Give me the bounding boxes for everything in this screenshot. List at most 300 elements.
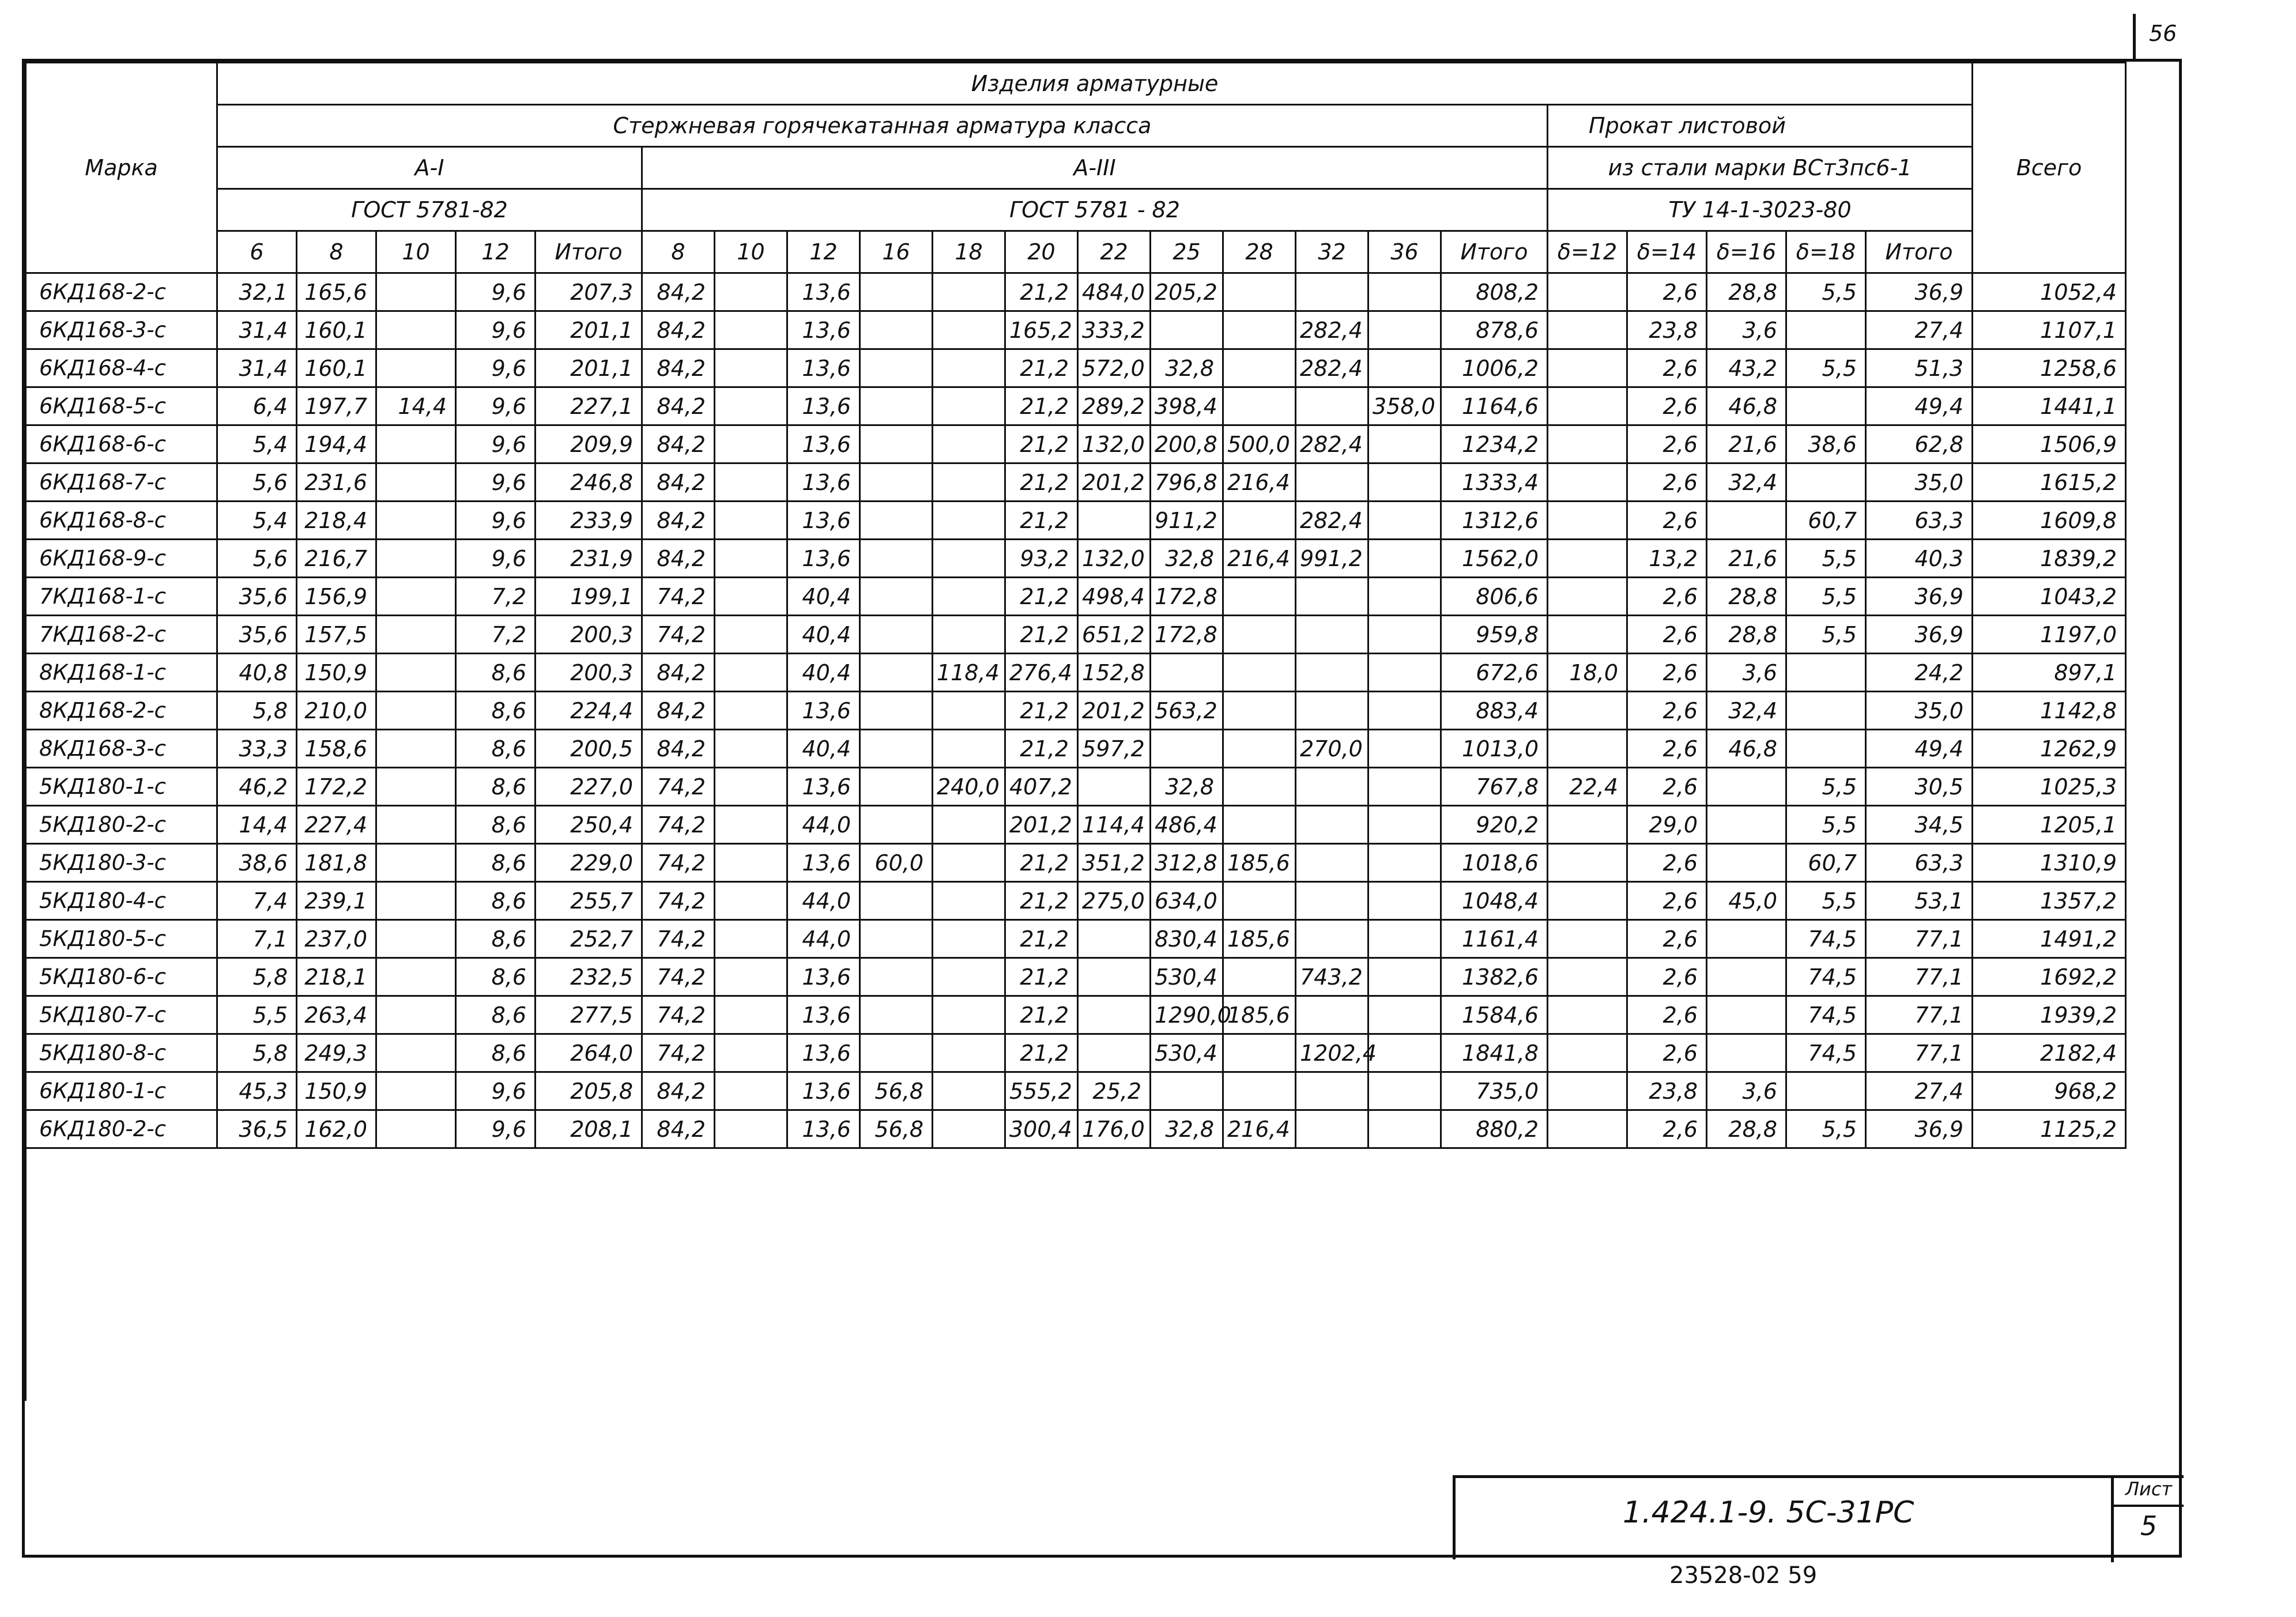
table-cell [933, 463, 1005, 502]
table-cell [860, 616, 933, 654]
table-cell: 8,6 [456, 882, 536, 920]
table-cell: 216,4 [1223, 540, 1296, 578]
table-cell [715, 882, 787, 920]
table-cell: 176,0 [1078, 1110, 1151, 1148]
table-cell: 40,4 [787, 616, 860, 654]
table-cell: 597,2 [1078, 730, 1151, 768]
table-cell: 201,1 [536, 349, 642, 387]
table-cell: 1939,2 [1973, 996, 2126, 1034]
table-cell: 229,0 [536, 844, 642, 882]
row-mark: 5КД180-4-с [26, 882, 217, 920]
table-cell: 240,0 [933, 768, 1005, 806]
table-cell: 897,1 [1973, 654, 2126, 692]
table-cell: 28,8 [1707, 273, 1786, 311]
table-cell: 1018,6 [1441, 844, 1548, 882]
table-cell [933, 311, 1005, 349]
table-cell: 634,0 [1151, 882, 1223, 920]
table-cell: 13,6 [787, 502, 860, 540]
table-cell: 63,3 [1866, 844, 1973, 882]
table-cell: 200,8 [1151, 425, 1223, 463]
table-cell [1223, 654, 1296, 692]
table-row [26, 806, 2126, 844]
col-header-a3-6: 22 [1078, 231, 1151, 273]
table-cell: 158,6 [297, 730, 376, 768]
table-cell: 5,5 [1786, 882, 1866, 920]
table-cell: 21,2 [1005, 616, 1078, 654]
table-cell [860, 958, 933, 996]
table-cell: 13,6 [787, 463, 860, 502]
table-cell [1368, 540, 1441, 578]
table-cell: 114,4 [1078, 806, 1151, 844]
table-cell: 6,4 [217, 387, 297, 425]
table-cell: 40,3 [1866, 540, 1973, 578]
table-row [26, 654, 2126, 692]
table-cell [860, 349, 933, 387]
table-cell [376, 958, 456, 996]
table-cell: 2,6 [1627, 273, 1707, 311]
table-cell: 282,4 [1296, 349, 1368, 387]
table-cell: 74,2 [642, 1034, 715, 1072]
table-cell: 27,4 [1866, 311, 1973, 349]
table-cell: 959,8 [1441, 616, 1548, 654]
table-cell: 358,0 [1368, 387, 1441, 425]
table-row [26, 882, 2126, 920]
table-cell: 34,5 [1866, 806, 1973, 844]
table-cell: 205,8 [536, 1072, 642, 1110]
table-cell [933, 1072, 1005, 1110]
table-cell: 84,2 [642, 425, 715, 463]
table-cell: 282,4 [1296, 502, 1368, 540]
table-cell: 36,9 [1866, 578, 1973, 616]
table-cell [1707, 1034, 1786, 1072]
table-cell [1296, 1110, 1368, 1148]
col-header-a1-4: Итого [536, 231, 642, 273]
col-header-sheet-1: δ=14 [1627, 231, 1707, 273]
table-cell: 2,6 [1627, 502, 1707, 540]
table-cell: 9,6 [456, 540, 536, 578]
table-cell: 8,6 [456, 844, 536, 882]
table-cell: 233,9 [536, 502, 642, 540]
table-cell: 162,0 [297, 1110, 376, 1148]
col-header-sheet-0: δ=12 [1548, 231, 1627, 273]
table-cell [1223, 311, 1296, 349]
table-cell [933, 958, 1005, 996]
table-cell: 21,2 [1005, 273, 1078, 311]
table-cell [1296, 806, 1368, 844]
table-cell: 74,2 [642, 920, 715, 958]
table-cell: 77,1 [1866, 920, 1973, 958]
table-cell [1707, 920, 1786, 958]
table-cell: 44,0 [787, 920, 860, 958]
table-cell [376, 692, 456, 730]
table-cell [1786, 311, 1866, 349]
table-cell: 208,1 [536, 1110, 642, 1148]
table-cell [1368, 654, 1441, 692]
col-header-a3-11: Итого [1441, 231, 1548, 273]
row-mark: 6КД168-8-с [26, 502, 217, 540]
table-cell: 29,0 [1627, 806, 1707, 844]
table-cell [715, 730, 787, 768]
table-cell: 8,6 [456, 730, 536, 768]
table-cell: 246,8 [536, 463, 642, 502]
table-cell: 880,2 [1441, 1110, 1548, 1148]
table-cell [1368, 425, 1441, 463]
table-cell [933, 616, 1005, 654]
table-cell: 165,6 [297, 273, 376, 311]
table-cell: 796,8 [1151, 463, 1223, 502]
table-cell: 45,0 [1707, 882, 1786, 920]
row-mark: 5КД180-5-с [26, 920, 217, 958]
archive-number: 23528-02 59 [1669, 1562, 1818, 1589]
table-cell [376, 996, 456, 1034]
table-cell [860, 996, 933, 1034]
row-mark: 7КД168-2-с [26, 616, 217, 654]
table-cell: 51,3 [1866, 349, 1973, 387]
table-cell: 2,6 [1627, 654, 1707, 692]
table-cell [1078, 920, 1151, 958]
table-cell [376, 540, 456, 578]
table-cell: 74,2 [642, 996, 715, 1034]
table-cell: 1258,6 [1973, 349, 2126, 387]
table-cell: 201,2 [1005, 806, 1078, 844]
table-cell [1548, 1034, 1627, 1072]
table-cell: 181,8 [297, 844, 376, 882]
table-cell: 200,3 [536, 616, 642, 654]
table-cell: 5,5 [1786, 616, 1866, 654]
col-header-a3-7: 25 [1151, 231, 1223, 273]
table-cell [376, 463, 456, 502]
table-cell: 31,4 [217, 349, 297, 387]
table-cell: 231,9 [536, 540, 642, 578]
table-cell: 35,0 [1866, 463, 1973, 502]
marka-header: Марка [26, 63, 217, 273]
table-cell [1548, 692, 1627, 730]
table-cell: 207,3 [536, 273, 642, 311]
table-cell: 5,6 [217, 540, 297, 578]
table-cell: 84,2 [642, 463, 715, 502]
table-cell: 270,0 [1296, 730, 1368, 768]
table-cell [1078, 958, 1151, 996]
table-cell: 2,6 [1627, 844, 1707, 882]
table-cell: 21,2 [1005, 349, 1078, 387]
table-cell [933, 349, 1005, 387]
table-row [26, 920, 2126, 958]
table-cell: 1310,9 [1973, 844, 2126, 882]
table-cell: 1692,2 [1973, 958, 2126, 996]
table-cell [1548, 502, 1627, 540]
table-cell: 13,6 [787, 349, 860, 387]
table-cell: 74,5 [1786, 996, 1866, 1034]
table-cell: 806,6 [1441, 578, 1548, 616]
table-row [26, 958, 2126, 996]
table-cell [715, 958, 787, 996]
table-cell: 237,0 [297, 920, 376, 958]
table-cell: 84,2 [642, 502, 715, 540]
col-header-a3-2: 12 [787, 231, 860, 273]
table-cell: 5,5 [1786, 578, 1866, 616]
table-cell: 216,4 [1223, 463, 1296, 502]
table-cell [933, 996, 1005, 1034]
gost-a3: ГОСТ 5781 - 82 [642, 189, 1548, 231]
table-row [26, 692, 2126, 730]
table-cell [1223, 387, 1296, 425]
table-cell: 74,2 [642, 882, 715, 920]
table-cell: 21,2 [1005, 463, 1078, 502]
table-cell: 13,6 [787, 958, 860, 996]
table-cell: 1125,2 [1973, 1110, 2126, 1148]
table-cell: 2,6 [1627, 1110, 1707, 1148]
table-cell: 830,4 [1151, 920, 1223, 958]
table-cell [376, 616, 456, 654]
empty-cell [26, 1148, 2126, 1401]
table-cell [1223, 958, 1296, 996]
table-cell: 333,2 [1078, 311, 1151, 349]
class-a1: А-I [217, 147, 642, 189]
table-cell: 2,6 [1627, 463, 1707, 502]
table-cell [1296, 463, 1368, 502]
table-cell: 84,2 [642, 692, 715, 730]
table-cell: 74,5 [1786, 1034, 1866, 1072]
table-cell: 5,5 [1786, 273, 1866, 311]
table-cell [1223, 273, 1296, 311]
table-cell: 21,2 [1005, 1034, 1078, 1072]
table-cell: 5,5 [1786, 540, 1866, 578]
table-cell: 1839,2 [1973, 540, 2126, 578]
table-cell: 13,6 [787, 540, 860, 578]
table-cell: 2,6 [1627, 387, 1707, 425]
table-cell [860, 882, 933, 920]
table-cell [715, 578, 787, 616]
col-header-sheet-2: δ=16 [1707, 231, 1786, 273]
table-cell [860, 730, 933, 768]
table-cell: 21,6 [1707, 540, 1786, 578]
table-cell: 1161,4 [1441, 920, 1548, 958]
row-mark: 5КД180-6-с [26, 958, 217, 996]
drawing-sheet [22, 59, 2182, 1558]
table-cell: 38,6 [1786, 425, 1866, 463]
table-cell [1296, 920, 1368, 958]
table-cell [1368, 958, 1441, 996]
table-cell: 1562,0 [1441, 540, 1548, 578]
table-cell: 160,1 [297, 349, 376, 387]
table-cell [1368, 768, 1441, 806]
table-row [26, 616, 2126, 654]
table-cell: 32,1 [217, 273, 297, 311]
table-cell [1223, 692, 1296, 730]
table-cell [1368, 616, 1441, 654]
table-cell [933, 844, 1005, 882]
table-cell: 1164,6 [1441, 387, 1548, 425]
table-cell [1223, 349, 1296, 387]
row-mark: 5КД180-7-с [26, 996, 217, 1034]
table-row [26, 540, 2126, 578]
table-cell: 1262,9 [1973, 730, 2126, 768]
table-cell [1296, 882, 1368, 920]
row-mark: 6КД168-9-с [26, 540, 217, 578]
table-cell [933, 882, 1005, 920]
table-cell: 239,1 [297, 882, 376, 920]
table-cell: 201,2 [1078, 692, 1151, 730]
tu-label: ТУ 14-1-3023-80 [1548, 189, 1973, 231]
table-cell: 8,6 [456, 654, 536, 692]
col-header-sheet-4: Итого [1866, 231, 1973, 273]
table-cell: 21,2 [1005, 387, 1078, 425]
table-cell [1368, 996, 1441, 1034]
row-mark: 6КД168-7-с [26, 463, 217, 502]
table-cell [933, 387, 1005, 425]
table-cell: 1234,2 [1441, 425, 1548, 463]
table-cell: 21,2 [1005, 920, 1078, 958]
table-cell [1548, 616, 1627, 654]
table-cell: 53,1 [1866, 882, 1973, 920]
table-cell: 172,2 [297, 768, 376, 806]
table-cell [1368, 578, 1441, 616]
table-cell: 2,6 [1627, 578, 1707, 616]
table-cell: 13,6 [787, 844, 860, 882]
table-cell [1223, 578, 1296, 616]
table-cell: 13,6 [787, 1034, 860, 1072]
table-cell [376, 730, 456, 768]
table-cell [1296, 1072, 1368, 1110]
table-cell [1548, 463, 1627, 502]
table-cell [1548, 349, 1627, 387]
col-header-a1-3: 12 [456, 231, 536, 273]
table-cell: 77,1 [1866, 996, 1973, 1034]
table-cell: 77,1 [1866, 1034, 1973, 1072]
table-cell: 172,8 [1151, 578, 1223, 616]
table-cell [1707, 768, 1786, 806]
table-cell: 1052,4 [1973, 273, 2126, 311]
table-row [26, 425, 2126, 463]
table-cell [1548, 578, 1627, 616]
table-cell: 1506,9 [1973, 425, 2126, 463]
table-cell: 13,6 [787, 692, 860, 730]
table-cell: 84,2 [642, 387, 715, 425]
class-a3: А-III [642, 147, 1548, 189]
table-cell: 5,5 [1786, 806, 1866, 844]
table-cell: 2,6 [1627, 349, 1707, 387]
table-cell: 84,2 [642, 1110, 715, 1148]
table-cell [715, 1110, 787, 1148]
table-cell [715, 692, 787, 730]
table-cell [860, 806, 933, 844]
table-cell: 74,2 [642, 958, 715, 996]
table-cell: 118,4 [933, 654, 1005, 692]
table-cell: 21,2 [1005, 882, 1078, 920]
table-row [26, 844, 2126, 882]
table-cell: 32,4 [1707, 463, 1786, 502]
table-cell: 7,1 [217, 920, 297, 958]
corner-divider [2133, 14, 2136, 59]
table-cell: 250,4 [536, 806, 642, 844]
table-cell [715, 463, 787, 502]
sheet-title-2: из стали марки ВСт3пс6-1 [1548, 147, 1973, 189]
table-cell [1707, 806, 1786, 844]
table-row [26, 730, 2126, 768]
diameter-header-row [26, 231, 2126, 273]
table-cell: 46,2 [217, 768, 297, 806]
table-cell [715, 844, 787, 882]
table-cell: 735,0 [1441, 1072, 1548, 1110]
table-cell [860, 540, 933, 578]
table-cell: 40,4 [787, 578, 860, 616]
table-cell: 3,6 [1707, 654, 1786, 692]
table-cell [1223, 616, 1296, 654]
row-mark: 6КД168-2-с [26, 273, 217, 311]
table-cell: 1006,2 [1441, 349, 1548, 387]
table-cell [1548, 387, 1627, 425]
table-cell: 60,0 [860, 844, 933, 882]
table-cell [1786, 463, 1866, 502]
table-cell [860, 273, 933, 311]
header-row-1 [26, 63, 2126, 105]
table-cell: 46,8 [1707, 387, 1786, 425]
table-cell: 1025,3 [1973, 768, 2126, 806]
table-cell: 38,6 [217, 844, 297, 882]
row-mark: 8КД168-3-с [26, 730, 217, 768]
table-cell [860, 463, 933, 502]
table-cell [376, 882, 456, 920]
table-cell: 1043,2 [1973, 578, 2126, 616]
table-cell [376, 920, 456, 958]
table-cell [1223, 1072, 1296, 1110]
table-cell: 2,6 [1627, 425, 1707, 463]
row-mark: 5КД180-1-с [26, 768, 217, 806]
table-cell: 8,6 [456, 920, 536, 958]
table-cell: 21,2 [1005, 844, 1078, 882]
total-header: Всего [1973, 63, 2126, 273]
table-cell: 1584,6 [1441, 996, 1548, 1034]
table-cell: 216,7 [297, 540, 376, 578]
table-cell: 74,2 [642, 844, 715, 882]
table-cell: 160,1 [297, 311, 376, 349]
table-cell: 33,3 [217, 730, 297, 768]
table-cell [715, 920, 787, 958]
table-cell: 209,9 [536, 425, 642, 463]
row-mark: 7КД168-1-с [26, 578, 217, 616]
col-header-a3-9: 32 [1296, 231, 1368, 273]
table-cell: 2,6 [1627, 730, 1707, 768]
table-cell: 277,5 [536, 996, 642, 1034]
table-cell: 255,7 [536, 882, 642, 920]
table-cell: 21,2 [1005, 730, 1078, 768]
table-cell [933, 1034, 1005, 1072]
table-cell: 7,4 [217, 882, 297, 920]
table-cell [1548, 1072, 1627, 1110]
table-cell [715, 540, 787, 578]
table-cell [933, 425, 1005, 463]
rod-title: Стержневая горячекатанная арматура класса [217, 105, 1548, 147]
table-cell: 555,2 [1005, 1072, 1078, 1110]
table-cell: 40,4 [787, 730, 860, 768]
table-cell [1368, 1034, 1441, 1072]
table-cell [1548, 882, 1627, 920]
table-cell: 920,2 [1441, 806, 1548, 844]
table-row [26, 349, 2126, 387]
table-cell [933, 806, 1005, 844]
row-mark: 6КД180-2-с [26, 1110, 217, 1148]
table-cell: 5,5 [1786, 1110, 1866, 1148]
table-cell [376, 349, 456, 387]
table-cell [933, 273, 1005, 311]
table-cell: 185,6 [1223, 996, 1296, 1034]
table-cell: 5,4 [217, 502, 297, 540]
table-cell: 156,9 [297, 578, 376, 616]
table-cell: 201,2 [1078, 463, 1151, 502]
table-cell: 808,2 [1441, 273, 1548, 311]
table-cell: 530,4 [1151, 958, 1223, 996]
table-cell: 13,6 [787, 1110, 860, 1148]
